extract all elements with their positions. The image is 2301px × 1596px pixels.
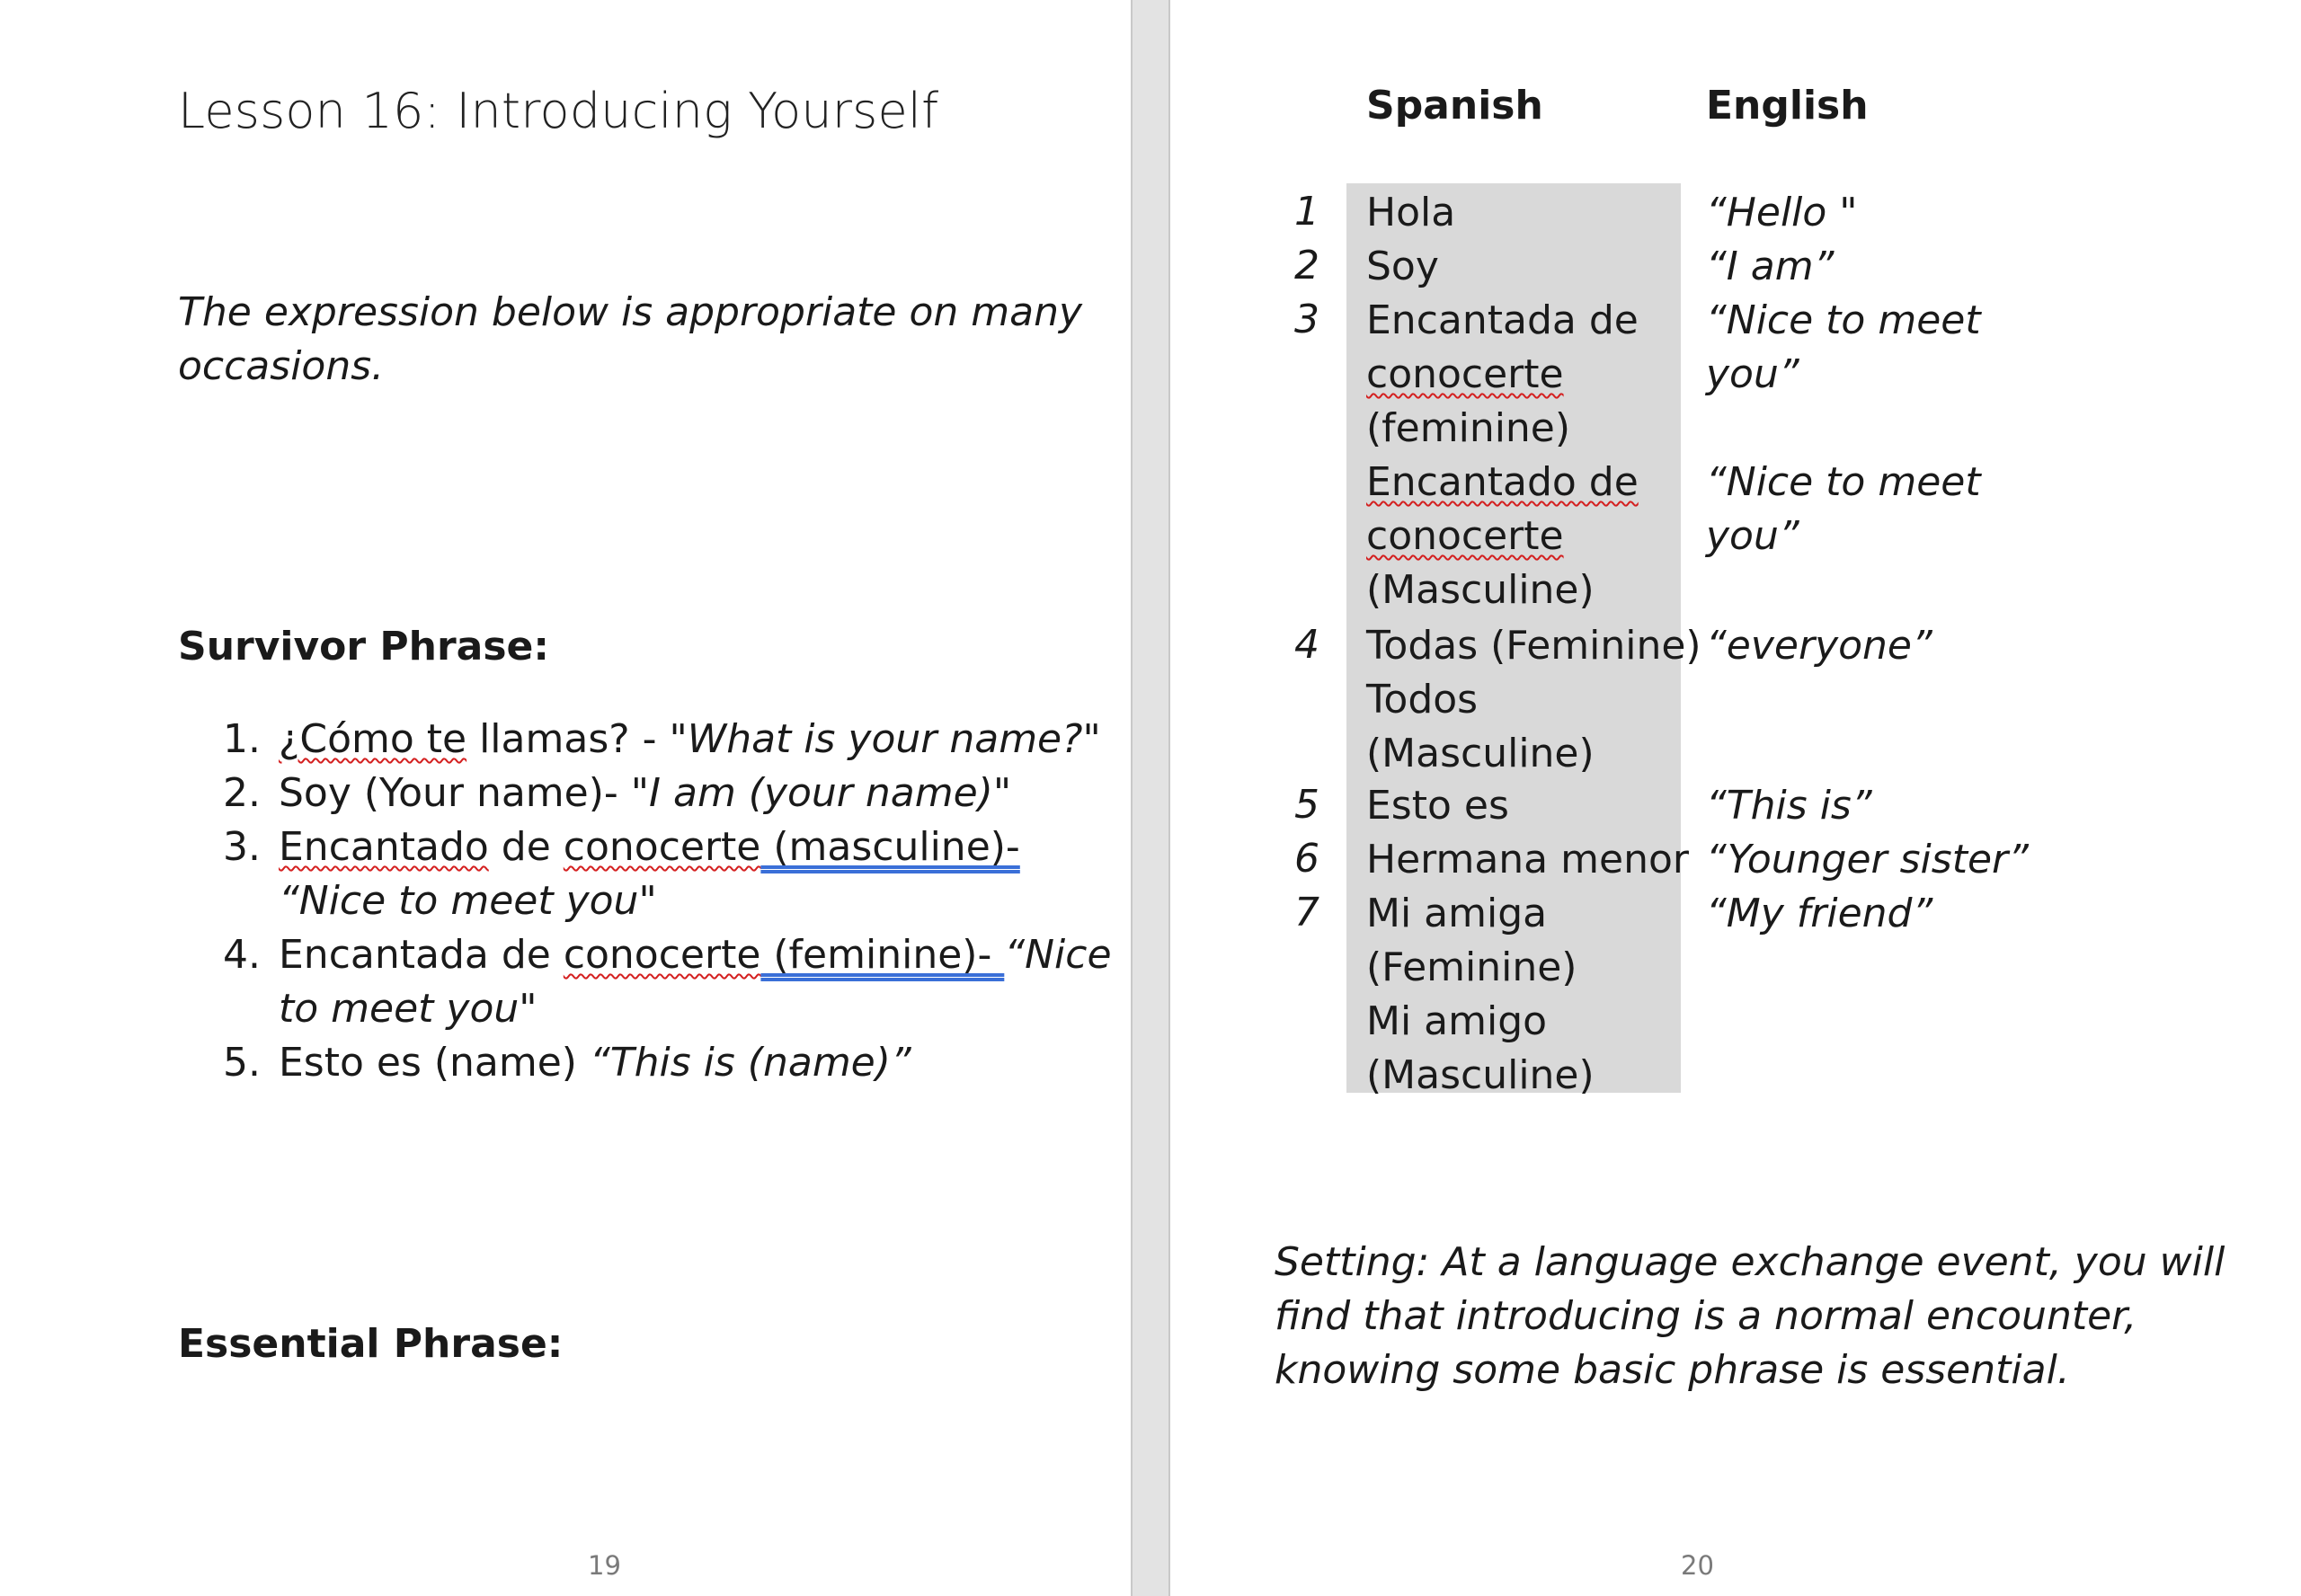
setting-text-line2: find that introducing is a normal encounter, xyxy=(1275,1293,2137,1339)
setting-text-line1: Setting: At a language exchange event, you will xyxy=(1275,1239,2225,1285)
spanish-cell: Esto es xyxy=(1366,783,1509,829)
english-cell: “Younger sister” xyxy=(1706,837,2029,882)
spanish-cell: (feminine) xyxy=(1366,405,1571,451)
phrase-translation: I am (your name) xyxy=(649,770,993,816)
english-cell: you” xyxy=(1706,513,1799,559)
document-page-right xyxy=(1170,0,2301,1596)
phrase-text: " xyxy=(638,878,657,924)
page-gutter xyxy=(1131,0,1170,1596)
spanish-cell xyxy=(1366,456,1639,510)
spanish-cell: conocerte xyxy=(1366,351,1564,397)
phrase-translation: “This is (name)” xyxy=(589,1040,911,1086)
phrase-text: ¿Cómo te xyxy=(279,716,467,762)
english-cell: “My friend” xyxy=(1706,891,1933,936)
spanish-cell: Encantada de xyxy=(1366,297,1639,343)
essential-phrase-heading: Essential Phrase: xyxy=(178,1321,564,1367)
row-number: 2 xyxy=(1294,243,1319,288)
spanish-cell: (Feminine) xyxy=(1366,944,1577,990)
list-number: 3. xyxy=(223,824,261,870)
phrase-translation: “Nice xyxy=(1004,932,1112,978)
english-cell: “I am” xyxy=(1706,244,1835,289)
phrase-item xyxy=(223,1036,1131,1090)
spanish-cell: Mi amiga xyxy=(1366,891,1548,936)
list-number: 4. xyxy=(223,932,261,978)
spanish-cell: conocerte xyxy=(1366,513,1564,559)
intro-text-line1: The expression below is appropriate on many xyxy=(178,289,1083,335)
spanish-cell: (Masculine) xyxy=(1366,731,1595,776)
phrase-text: de xyxy=(488,824,564,870)
phrase-item xyxy=(223,820,1131,928)
phrase-text: Encantado xyxy=(279,824,489,870)
setting-text-line3: knowing some basic phrase is essential. xyxy=(1275,1347,2070,1393)
spanish-cell: (Masculine) xyxy=(1366,567,1595,613)
column-header-english: English xyxy=(1706,83,1869,129)
page-number: 20 xyxy=(1681,1550,1714,1581)
english-cell: “Hello " xyxy=(1706,190,1858,235)
phrase-text: " xyxy=(519,986,537,1032)
spanish-cell: Todas (Feminine) xyxy=(1366,623,1701,669)
row-number: 6 xyxy=(1294,836,1319,882)
page-number: 19 xyxy=(588,1550,621,1581)
english-cell: “This is” xyxy=(1706,783,1872,829)
phrase-item xyxy=(223,928,1131,1036)
document-page-left xyxy=(0,0,1131,1596)
spanish-cell: Todos xyxy=(1366,677,1479,723)
phrase-translation: to meet you xyxy=(279,986,520,1032)
row-number: 4 xyxy=(1294,622,1319,668)
phrase-text: Soy (Your name)- " xyxy=(279,770,650,816)
english-cell: you” xyxy=(1706,351,1799,397)
phrase-translation: “Nice to meet you xyxy=(279,878,639,924)
spanish-word: Encantado de xyxy=(1366,459,1639,505)
row-number: 7 xyxy=(1294,890,1319,935)
phrase-text: " xyxy=(992,770,1012,816)
english-cell: “Nice to meet xyxy=(1706,297,1981,343)
survivor-phrase-list xyxy=(176,713,1131,1090)
phrase-item xyxy=(223,713,1131,767)
phrase-text: conocerte xyxy=(563,824,761,870)
phrase-text: llamas? - " xyxy=(466,716,688,762)
phrase-text: conocerte xyxy=(563,932,761,978)
phrase-text: Esto es (name) xyxy=(279,1040,590,1086)
column-header-spanish: Spanish xyxy=(1366,83,1543,129)
row-number: 1 xyxy=(1294,189,1319,235)
english-cell: “Nice to meet xyxy=(1706,459,1981,505)
phrase-item xyxy=(223,767,1131,820)
phrase-text: (feminine)- xyxy=(760,932,1005,978)
phrase-text: " xyxy=(1082,716,1101,762)
list-number: 5. xyxy=(223,1040,261,1086)
phrase-text: (masculine)- xyxy=(760,824,1020,870)
intro-text-line2: occasions. xyxy=(178,343,385,389)
spanish-cell: (Masculine) xyxy=(1366,1052,1595,1098)
survivor-phrase-heading: Survivor Phrase: xyxy=(178,624,549,669)
spanish-cell: Hola xyxy=(1366,190,1456,235)
list-number: 1. xyxy=(223,716,261,762)
lesson-title: Lesson 16: Introducing Yourself xyxy=(178,83,939,139)
english-cell: “everyone” xyxy=(1706,623,1932,669)
spanish-cell: Hermana menor xyxy=(1366,837,1689,882)
phrase-translation: What is your name? xyxy=(687,716,1083,762)
row-number: 3 xyxy=(1294,297,1319,342)
list-number: 2. xyxy=(223,770,261,816)
phrase-text: Encantada de xyxy=(279,932,564,978)
spanish-cell: Mi amigo xyxy=(1366,998,1548,1044)
spanish-cell: Soy xyxy=(1366,244,1439,289)
row-number: 5 xyxy=(1294,782,1319,828)
